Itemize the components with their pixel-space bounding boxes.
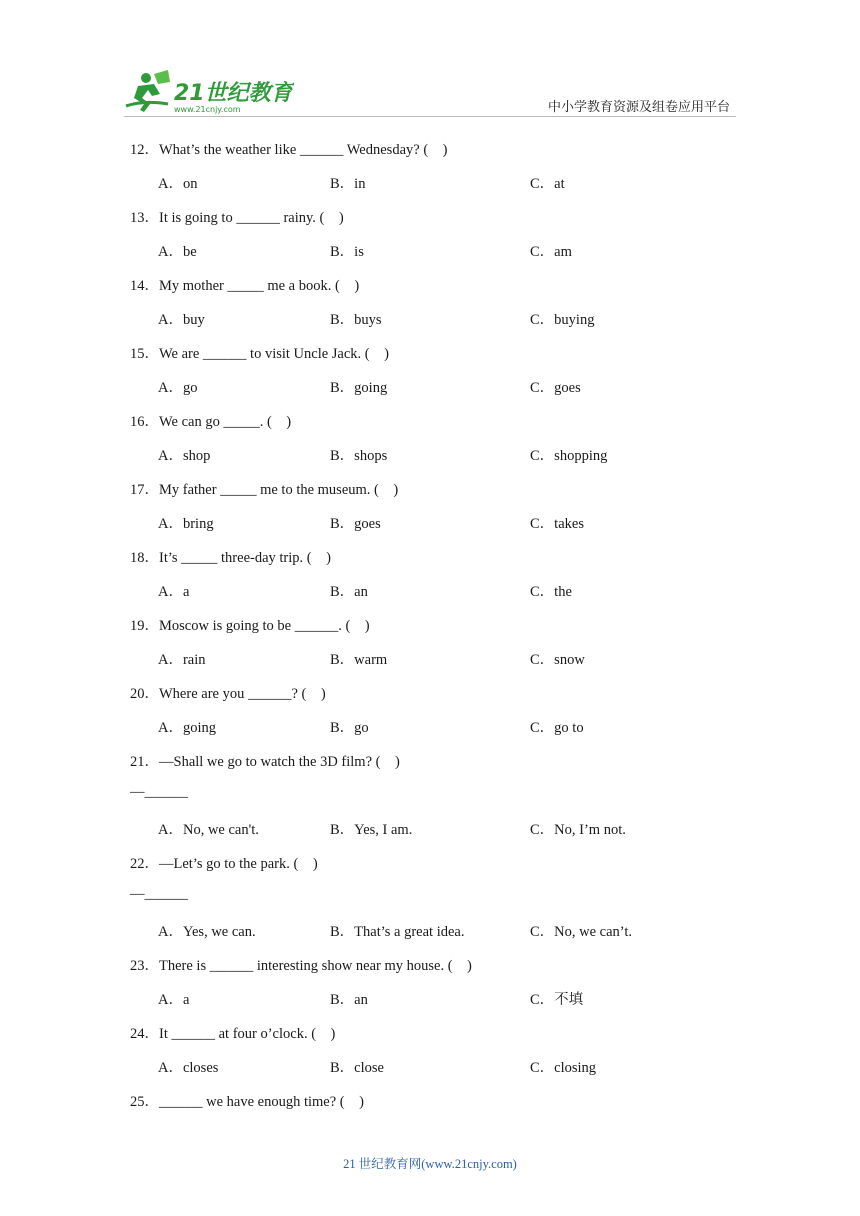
option-c: C．am: [530, 244, 572, 260]
question-number: 23．: [130, 958, 159, 974]
question-13: [130, 206, 344, 227]
option-c: C．buying: [530, 312, 595, 328]
option-c: C．shopping: [530, 448, 608, 464]
question-text: My father _____ me to the museum. ( ): [159, 482, 399, 498]
option-a: A．be: [158, 244, 197, 260]
question-text: ______ we have enough time? ( ): [159, 1094, 364, 1110]
option-b: B．close: [330, 1060, 384, 1076]
logo-runner-icon: [124, 70, 294, 116]
question-number: 20．: [130, 686, 159, 702]
question-number: 15．: [130, 346, 159, 362]
option-b: B．an: [330, 584, 368, 600]
option-a: A．a: [158, 584, 190, 600]
question-text: —Let’s go to the park. ( ): [159, 856, 318, 872]
header-divider: [124, 116, 736, 117]
option-b: B．buys: [330, 312, 382, 328]
option-c: C．No, I’m not.: [530, 822, 626, 838]
question-12: [130, 138, 447, 159]
option-c: C．go to: [530, 720, 584, 736]
question-number: 22．: [130, 856, 159, 872]
option-b: B．goes: [330, 516, 381, 532]
question-24: [130, 1022, 335, 1043]
question-20: [130, 682, 326, 703]
question-16: [130, 410, 291, 431]
question-number: 19．: [130, 618, 159, 634]
option-b: B．is: [330, 244, 364, 260]
option-c: C．the: [530, 584, 572, 600]
option-a: A．going: [158, 720, 216, 736]
question-text: It’s _____ three-day trip. ( ): [159, 550, 331, 566]
question-21: [130, 750, 400, 771]
question-number: 17．: [130, 482, 159, 498]
option-c: C．不填: [530, 992, 584, 1008]
question-23: [130, 954, 472, 975]
logo-text: 21世纪教育: [174, 81, 293, 106]
option-a: A．a: [158, 992, 190, 1008]
question-number: 24．: [130, 1026, 159, 1042]
question-25: [130, 1090, 364, 1111]
question-text: We are ______ to visit Uncle Jack. ( ): [159, 346, 389, 362]
option-c: C．snow: [530, 652, 585, 668]
question-17: [130, 478, 398, 499]
question-19: [130, 614, 370, 635]
answer-blank: —______: [130, 784, 188, 800]
question-18: [130, 546, 331, 567]
question-number: 14．: [130, 278, 159, 294]
page-header: [0, 0, 860, 125]
answer-blank: —______: [130, 886, 188, 902]
question-text: —Shall we go to watch the 3D film? ( ): [159, 754, 400, 770]
option-a: A．bring: [158, 516, 214, 532]
option-c: C．takes: [530, 516, 584, 532]
option-a: A．shop: [158, 448, 211, 464]
question-text: We can go _____. ( ): [159, 414, 292, 430]
option-c: C．No, we can’t.: [530, 924, 633, 940]
question-text: Where are you ______? ( ): [159, 686, 326, 702]
question-14: [130, 274, 359, 295]
question-number: 18．: [130, 550, 159, 566]
question-text: Moscow is going to be ______. ( ): [159, 618, 370, 634]
option-b: B．go: [330, 720, 369, 736]
question-text: There is ______ interesting show near my house. ( ): [159, 958, 472, 974]
header-tagline: 中小学教育资源及组卷应用平台: [547, 100, 730, 115]
logo: [124, 70, 294, 116]
option-a: A．rain: [158, 652, 206, 668]
option-b: B．going: [330, 380, 388, 396]
question-text: It ______ at four o’clock. ( ): [159, 1026, 336, 1042]
question-number: 21．: [130, 754, 159, 770]
option-c: C．closing: [530, 1060, 597, 1076]
question-text: It is going to ______ rainy. ( ): [159, 210, 344, 226]
question-22: [130, 852, 318, 873]
option-a: A．Yes, we can.: [158, 924, 256, 940]
footer-text: 21 世纪教育网(www.21cnjy.com): [343, 1157, 517, 1171]
option-b: B．in: [330, 176, 366, 192]
question-15: [130, 342, 389, 363]
option-a: A．go: [158, 380, 198, 396]
option-a: A．on: [158, 176, 198, 192]
option-a: A．closes: [158, 1060, 219, 1076]
option-b: B．That’s a great idea.: [330, 924, 465, 940]
question-number: 16．: [130, 414, 159, 430]
question-number: 12．: [130, 142, 159, 158]
option-a: A．No, we can't.: [158, 822, 259, 838]
option-b: B．shops: [330, 448, 388, 464]
option-c: C．goes: [530, 380, 581, 396]
option-b: B．Yes, I am.: [330, 822, 413, 838]
question-text: What’s the weather like ______ Wednesday? ( ): [159, 142, 448, 158]
question-number: 25．: [130, 1094, 159, 1110]
option-b: B．an: [330, 992, 368, 1008]
option-c: C．at: [530, 176, 565, 192]
logo-url: www.21cnjy.com: [174, 105, 241, 114]
option-a: A．buy: [158, 312, 205, 328]
option-b: B．warm: [330, 652, 388, 668]
question-text: My mother _____ me a book. ( ): [159, 278, 360, 294]
question-number: 13．: [130, 210, 159, 226]
